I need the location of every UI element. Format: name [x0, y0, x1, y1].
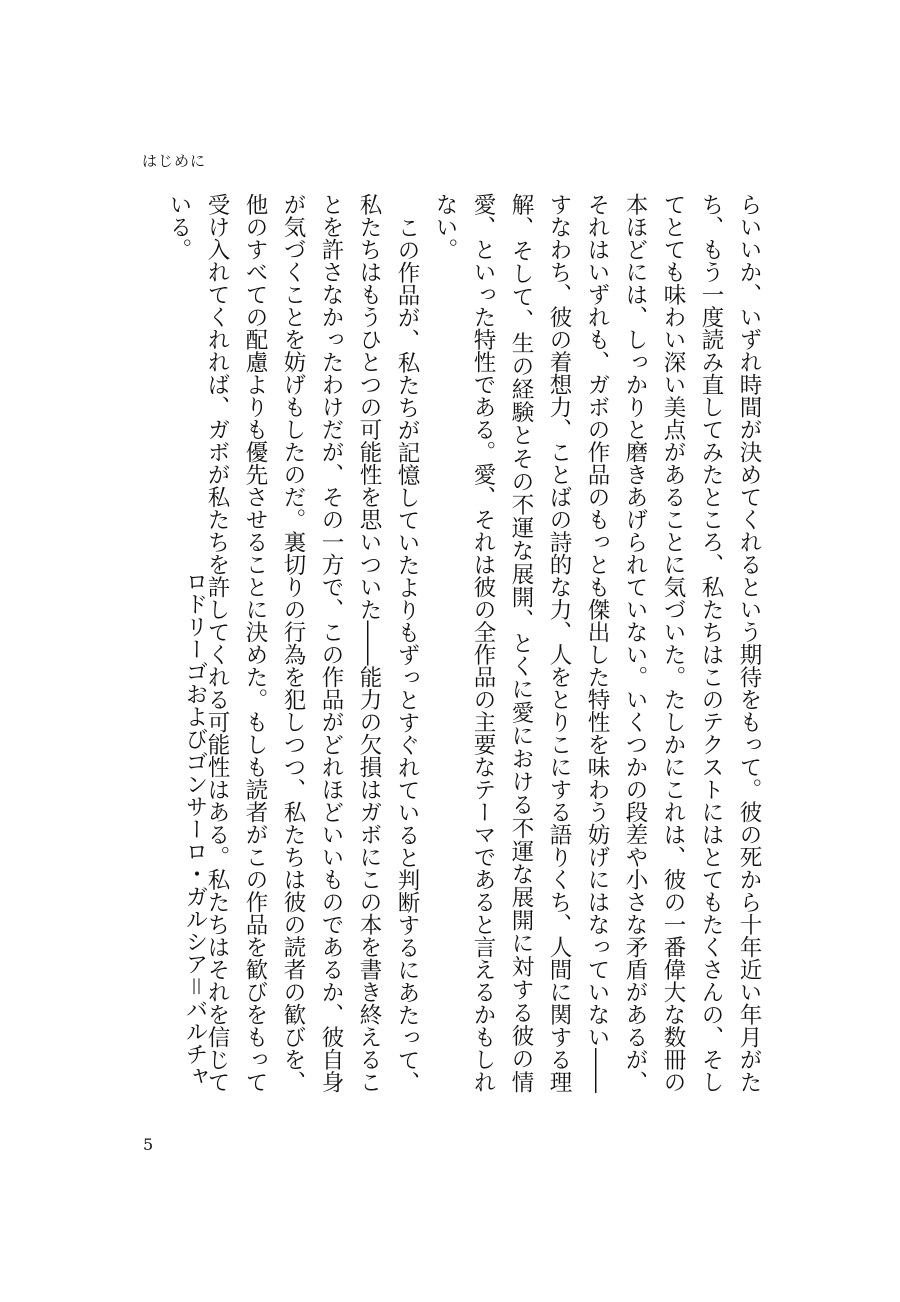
paragraph-2: この作品が、私たちが記憶していたよりもずっとすぐれていると判断するにあたって、私たちはもうひとつの可能性を思いついた――能力の欠損はガボにこの本を書き終えることを許さなかったわけだが、その一方で、この作品がどれほどいいものであるか、彼自身が気づくことを妨げもしたのだ。裏切りの行為を犯しつつ、私たちは彼の読者の歓びを、他のすべての配慮よりも優先させることに決めた。もしも読者がこの作品を歓びをもって受け入れてくれれば、ガボが私たちを許してくれる可能性はある。私たちはそれを信じている。	[166, 193, 420, 1093]
running-header: はじめに	[142, 152, 207, 170]
page-number: 5	[143, 1135, 154, 1154]
paragraph-1: らいいか、いずれ時間が決めてくれるという期待をもって。彼の死から十年近い年月がたち、もう一度読み直してみたところ、私たちはこのテクストにはとてもたくさんの、そしてとても味わい深い美点があることに気づいた。たしかにこれは、彼の一番偉大な数冊の本ほどには、しっかりと磨きあげられていない。いくつかの段差や小さな矛盾があるが、それはいずれも、ガボの作品のもっとも傑出した特性を味わう妨げにはなっていない――すなわち、彼の着想力、ことばの詩的な力、人をとりこにする語りくち、人間に関する理解、そして、生の経験とその不運な展開、とくに愛における不運な展開に対する彼の情愛、といった特性である。愛、それは彼の全作品の主要なテーマであると言えるかもしれない。	[432, 193, 762, 1093]
author-signature: ロドリーゴおよびゴンサーロ・ガルシア＝バルチャ	[182, 570, 208, 1088]
